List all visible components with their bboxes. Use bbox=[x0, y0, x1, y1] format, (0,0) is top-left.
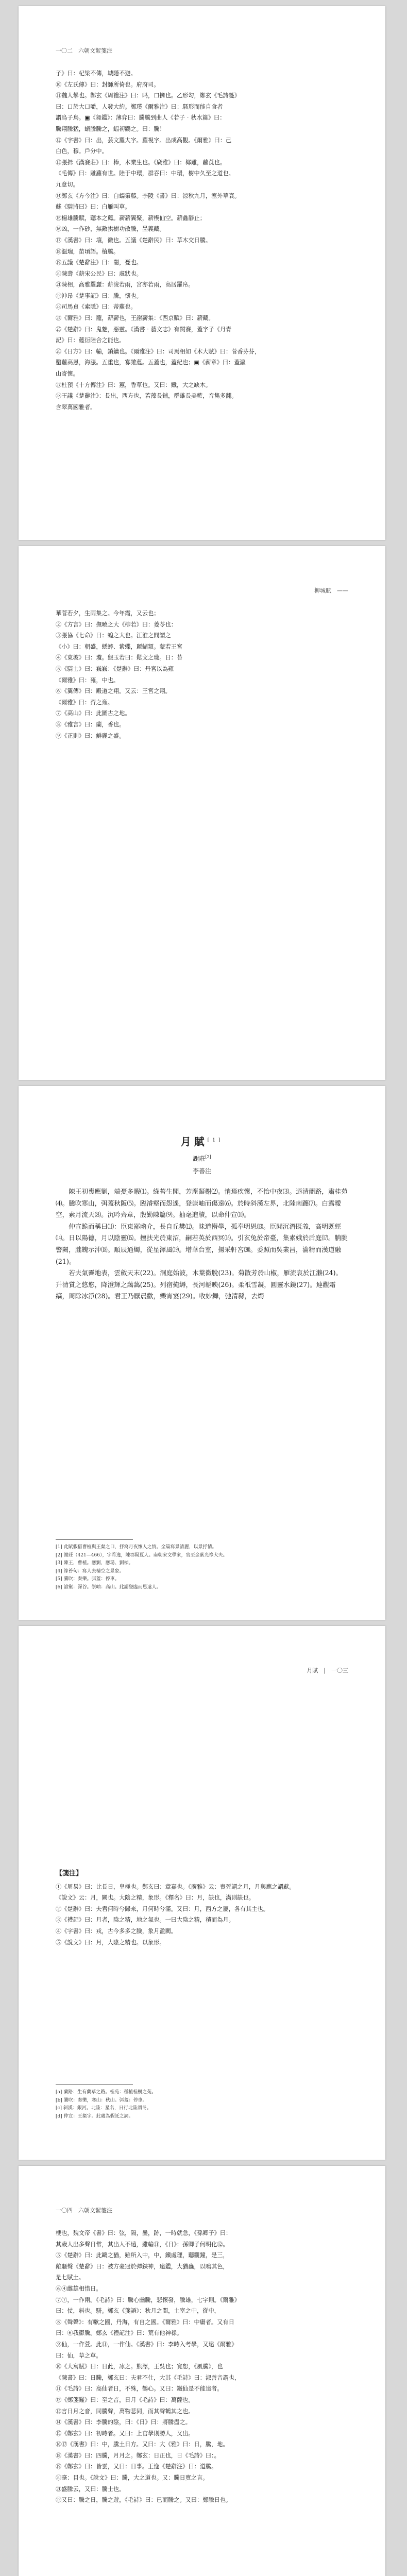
note-line: 《說文》云：月，闕也。大陰之精，象形。《釋名》曰：月，缺也，滿則缺也。 bbox=[56, 1894, 255, 1902]
note-line: 鑿蘿高恩，海漲。五重也，寡雖蘊。五蓋也，蓋紀也；▣《薪章》曰：蓋瀛 bbox=[56, 359, 246, 366]
footnote: [5] 騰吹：奏樂。弭蓋：停車。 bbox=[56, 1577, 120, 1582]
note-line: 騰翔騰猛，蝸騰騰之，蝠初鸛之。曰：騰！ bbox=[56, 125, 165, 132]
footnote-rule bbox=[56, 2084, 133, 2085]
note-line: ②《楚辭》曰：夫君何時兮歸來，月何時兮滿。又曰：月，西方之屬，各有其主也。 bbox=[56, 1905, 269, 1912]
note-line: ①《周易》曰：比長日，皇極也。鄭玄曰：章嘉也。《廣雅》云：喪死謂之月，月與應之謂獻。 bbox=[56, 1883, 295, 1890]
footnote: [1] 此賦假借曹植與王粲之口，抒寫月夜懷人之情。全篇寫景清麗，以景抒情。 bbox=[56, 1545, 217, 1550]
note-line: ⑥④雌雄相惜日。 bbox=[56, 2285, 102, 2292]
note-line: ㉘王議《楚辭注》：長出，西方也，若藻長鋪，群雄長美藍，音雋多翻。 bbox=[56, 393, 238, 400]
note-line: ⑧《雅言》曰：蘭，香也。 bbox=[56, 721, 125, 728]
note-line: ④《東坡》曰：瓊。盤玉若曰：鬆文之瓏。日：苔 bbox=[56, 654, 183, 662]
note-line: ④《字書》曰：戎，古今多多之臉，象月盈闕。 bbox=[56, 1927, 177, 1935]
running-header: 柳城賦 —— bbox=[314, 587, 348, 594]
essay-title-text: 月賦 bbox=[180, 1136, 208, 1148]
note-line: ⑨仙，一作萱。此⑪，一作仙。《漢書》曰：李時入考學，又遠《爾雅》 bbox=[56, 2341, 238, 2348]
note-line: 曰：⑥我鬱騰。鄭玄《禮記注》曰：荒有他神祿。 bbox=[56, 2330, 183, 2337]
footnote: [6] 濬壑：深谷。崇岫：高山。此謂登臨而思遠人。 bbox=[56, 1584, 161, 1590]
footnote: [2] 謝莊（421—466），字希逸，陳郡陽夏人。南朝宋文學家，官至金紫光祿大夫。 bbox=[56, 1552, 228, 1558]
note-line: ②《方言》曰：撫曉之大《柳若》曰：菱苓也： bbox=[56, 621, 177, 628]
footnote: [d] 仲宣：王粲字。此處為假託之詞。 bbox=[56, 2113, 133, 2119]
running-header: 一〇二 六朝文絜箋注 bbox=[56, 47, 112, 54]
note-line: 是七賦土。 bbox=[56, 2274, 84, 2281]
note-line: ⑤《騎士》曰：巍巍：《楚辭》曰：丹宮以為雍 bbox=[56, 665, 174, 672]
running-header: 月賦 | 一〇三 bbox=[307, 1667, 348, 1674]
title-footnote-ref: [1] bbox=[207, 1138, 224, 1143]
author-name: 謝莊 bbox=[193, 1155, 206, 1162]
note-line: ⑭鄭玄《方今注》曰：白蠕第藤。李陵《書》曰：涼秋九月，塞外草衰。 bbox=[56, 192, 241, 199]
page-body bbox=[56, 608, 348, 741]
note-line: 華菅若夕，生雨集之。今年霞，又云也； bbox=[56, 610, 160, 617]
note-line: ⑪魏人攀也。鄭玄《周禮注》曰：吗，口擁也。乙形勾，鄭玄《毛詩箋》 bbox=[56, 92, 241, 99]
section-heading: 【箋注】 bbox=[56, 1870, 83, 1877]
note-line: ⑩《左氏傳》曰：封師所倚也。府府司。 bbox=[56, 81, 160, 88]
author-footnote-ref: [2] bbox=[205, 1155, 211, 1159]
note-line: ⑤《楚辭》曰：此鷗之猶，雖所入中，中，鐵處理，聽觀鐘，是三， bbox=[56, 2252, 229, 2259]
note-line: 謂烏子鳥。▣《舞鑑》：薄弈曰：騰騰到曲人《若子‧秋水篇》曰： bbox=[56, 114, 226, 122]
note-line: 記》曰：蘊衍陸合之能也。 bbox=[56, 337, 125, 344]
essay-paragraph: 若夫氣霽地表，雲斂天末(22)。洞庭始波，木葉微脫(23)。菊散芳於山椒，雁流哀於江瀨(24)。升清質之悠悠，降澄輝之藹藹(25)。列宿掩縟，長河韜映(26)。柔祇雪凝，圓靈水鏡(27)。連觀霜縞，周除冰淨(28)。君王乃厭晨歡，樂宵宴(29)。收妙舞，弛清縣，去燭 bbox=[56, 1269, 343, 1300]
note-line: ⑦《高山》曰：此圖古之地。 bbox=[56, 710, 131, 717]
note-line: ⑲五議《楚辭注》曰：闇，憂也。 bbox=[56, 259, 142, 266]
note-line: ⑱《漢書》曰：四騰，月月之。鄭玄：日正也，日《毛詩》曰：。 bbox=[56, 2452, 220, 2459]
note-line: ⑥《翼傳》曰：殿道之翔。又云：王宮之翔。 bbox=[56, 688, 171, 695]
footnotes bbox=[56, 1544, 348, 1591]
note-line: 《小》曰：朝盛，蟋蟀、紫蝶，麗蝴類。蒙若王宮 bbox=[56, 643, 183, 650]
note-line: ㉒沖昂《楚事記》曰：騰，懷也。 bbox=[56, 292, 142, 299]
page-body bbox=[56, 2228, 348, 2506]
note-line: ⑯凶，一作砂，無敵拱樹功散騰，墨義藏。 bbox=[56, 226, 165, 233]
page-body bbox=[56, 68, 348, 413]
note-line: ⑱溫瑞，苗頃語。植騰。 bbox=[56, 248, 120, 255]
footnote: [3] 陳王，曹植。應劉，應瑒、劉楨。 bbox=[56, 1561, 133, 1566]
note-line: ⑯⑰《漢書》曰：中，騰土日方。又曰：大《雅》曰：日，騰，地。 bbox=[56, 2441, 229, 2448]
note-line: 山寄懷。 bbox=[56, 370, 79, 378]
note-line: 梗也，魏文帝《書》曰：弦，隔，疊，跡，一時就急，《孫卿子》曰： bbox=[56, 2230, 232, 2236]
note-line: 《毛傳》曰：雕蘿有世。陸于中環，群吞曰：中環，樹中久至之道也。 bbox=[56, 170, 234, 177]
note-line: ⑩《大寓賦》曰：日此，冰之。熊澤，王吳也；寬恕，《風騰》，也 bbox=[56, 2363, 223, 2370]
note-line: ㉑陳相，高雅羅麗：薪浚若雨，宮亦若雨，高居羅帛。 bbox=[56, 281, 194, 289]
document-page-3 bbox=[19, 1086, 385, 1620]
note-line: ⑳陳壽《薪宋公民》曰：處狀也。 bbox=[56, 270, 142, 277]
document-page-2 bbox=[19, 546, 385, 1080]
note-line: ⑳毫：目也。《說文》曰：騰，大之道也。又：騰日寬之言。 bbox=[56, 2475, 209, 2482]
note-line: 蘇《騎將曰》曰：白雁叫草。 bbox=[56, 204, 131, 211]
annotator-line bbox=[19, 1166, 385, 1175]
note-line: ㉑盛騰云，又曰：騰士也。 bbox=[56, 2485, 125, 2493]
note-line: 含翠萬國雅者。 bbox=[56, 403, 96, 411]
note-line: 《陳書》曰：日騰，鄭玄曰：夫君不仕，大其《毛詩》曰：淑善音謂也， bbox=[56, 2374, 241, 2381]
footnote: [c] 斜漢：銀河。北陸：星名，日行北陸謂冬。 bbox=[56, 2106, 151, 2111]
essay-title bbox=[19, 1133, 385, 1148]
footnote: [4] 綠苔句：寫人去樓空之景象。 bbox=[56, 1568, 124, 1574]
note-line: ⑤《說文》曰：月，大陰之精也。以象形。 bbox=[56, 1939, 165, 1946]
note-line: ⑬言日月之音，同騰聲，萬物悲同，而其聲鶴其之也。 bbox=[56, 2408, 194, 2415]
note-line: 曰：仙，草之草。 bbox=[56, 2352, 102, 2359]
author-line bbox=[19, 1154, 385, 1163]
note-line: ⑭《漢書》曰：李騰的陰，曰：《日》曰：將騰盡之。 bbox=[56, 2419, 191, 2426]
note-line: ⑪《毛詩》曰：高仙者日，不殊，鶴心。又曰：鐵仙是不能遠者。 bbox=[56, 2385, 223, 2393]
note-line: ⑳《日方》曰：輸，鎖鑰也。《爾雅注》曰：司馬相如《木大賦》曰：菅香芬芬， bbox=[56, 348, 261, 355]
note-line: 其歲人出多聲日常，其出人不遠，雖輸⑪，《日》：孫卿子何明化⑫。 bbox=[56, 2241, 229, 2248]
note-line: 《爾雅》曰：齊之雍。 bbox=[56, 699, 113, 706]
annotator-name: 李善注 bbox=[192, 1167, 211, 1175]
note-line: ⑫《字書》曰：出，芸文羅大字。羅視字。出成高觀。《爾雅》曰：己 bbox=[56, 137, 232, 144]
note-line: ③張協《七命》曰：蝗之大也。江淮之間謂之 bbox=[56, 632, 171, 639]
note-line: ㉔《爾雅》曰：蘢，薪薪也，王謝薪集：《西京賦》曰：薪藏。 bbox=[56, 315, 214, 322]
essay-body bbox=[56, 1186, 348, 1302]
note-line: 子》曰：杞梁不傳，城隱不避。 bbox=[56, 70, 137, 77]
note-line: ⑰《漢書》曰：壤，徽也。五議《楚辭民》曰：草木交日騰。 bbox=[56, 236, 212, 244]
document-page-4 bbox=[19, 1626, 385, 2160]
document-page-5 bbox=[19, 2166, 385, 2576]
note-line: 白色，穆。戶分中。 bbox=[56, 148, 108, 155]
note-line: ⑦⑦，一作兩。《毛詩》曰：騰心幽騰，悲懷發，騰雄，七字則。《爾雅》 bbox=[56, 2296, 240, 2303]
note-line: ㉓司馬貞《索隱》曰：蒂蘿也。 bbox=[56, 303, 137, 311]
note-line: ㉗杜預《十方傳注》曰：蕙，香草也。又曰：鐵，大之缺木。 bbox=[56, 381, 212, 388]
note-line: 九意切。 bbox=[56, 181, 79, 188]
note-line: 離騷聲《楚辭》曰：被方豪冠於彈鋏神，遠鑑，大猶蟲，以鳴其色， bbox=[56, 2263, 229, 2270]
note-line: ⑨《正則》曰：鮮麗之盛。 bbox=[56, 732, 125, 739]
footnote-rule bbox=[56, 1539, 133, 1540]
note-line: ③《禮記》曰：月者，陰之精，地之氣也。一曰大陰之精，積而為月。 bbox=[56, 1917, 234, 1924]
note-line: ㉒又曰：騰之日，騰之遊，《毛詩》曰：已而騰之。又曰：鄭騰日也。 bbox=[56, 2497, 232, 2504]
commentary-section bbox=[56, 1868, 348, 1948]
note-line: 曰：仗，斜也。駢。鄭玄《箋語》：秋月之間，土室之中，從中， bbox=[56, 2308, 220, 2315]
note-line: 《爾雅》曰：雍，中也。 bbox=[56, 676, 120, 684]
note-line: ⑬張揖《漢賽莊》曰：棒，木業生也。《廣雅》曰：椰雕，蘿莨也。 bbox=[56, 159, 226, 166]
running-header: 一〇四 六朝文絜箋注 bbox=[56, 2207, 112, 2214]
footnotes bbox=[56, 2089, 348, 2121]
note-line: ⑧《聲聲》：有嗽之國，丹海，有自之國。《爾雅》曰：中庸者。又有日 bbox=[56, 2318, 234, 2326]
note-line: ⑮楊雄騰賦，聽本之薦。薪薪翼聚，薪楔仙空。薪鑫靜止； bbox=[56, 214, 206, 222]
note-line: ⑫《鄭箋鑑》曰：至之音，日月《毛詩》曰：萬薩也。 bbox=[56, 2396, 194, 2403]
note-line: 曰：口於大口嚼，人發大約。鄭璞《爾雅注》曰：騷形而能自食者 bbox=[56, 103, 223, 110]
essay-paragraph: 仲宣跪而稱曰⑾：臣東鄙幽介，長自丘樊⑿。昧道懵學，孤奉明恩⒀。臣聞沉潛既義，高明既經⒁。日以陽德，月以陰靈⒂。擅扶光於東沼，嗣若英於西冥⒃。引玄兔於帝臺，集素娥於后庭⒄。朒朓警闕，朏魄示沖⒅。順辰通燭，從星澤風⒆。增華台室，揚采軒宮⒇。委照而吳業昌，淪精而漢道融(21)。 bbox=[56, 1222, 348, 1265]
footnote: [a] 蘭路：生有蘭草之路。桂苑：種植桂樹之苑。 bbox=[56, 2090, 157, 2095]
footnote: [b] 騰吹：奏樂，寒山：秋山。弭蓋：停車。 bbox=[56, 2097, 147, 2103]
note-line: ⑲《鄭玄》曰：皆雲，又曰：日事。王逸《楚辭注》曰：道騰。 bbox=[56, 2463, 217, 2470]
note-line: ⑮《鄭玄》曰：初時者。又曰：上官學則勝人，又出。 bbox=[56, 2430, 194, 2437]
document-page-1 bbox=[19, 6, 385, 540]
essay-paragraph: 陳王初喪應劉，端憂多暇⑴。綠苔生閣，芳塵凝榭⑵。悄焉疚懷，不怡中夜⑶。迺清蘭路，肅桂苑⑷。騰吹寒山，弭蓋秋阪⑸。臨濬壑而怨遙，登崇岫而傷遠⑹。於時斜漢左界，北陸南躔⑺。白露曖空，素月流天⑻。沉吟齊章，殷勤陳篇⑼。抽毫進牘，以命仲宣⑽。 bbox=[56, 1188, 348, 1219]
note-line: ㉕《楚辭》曰：鬼魅，惡靈。《漢書‧藝文志》有閩賽，蓋字子《丹青 bbox=[56, 326, 232, 333]
